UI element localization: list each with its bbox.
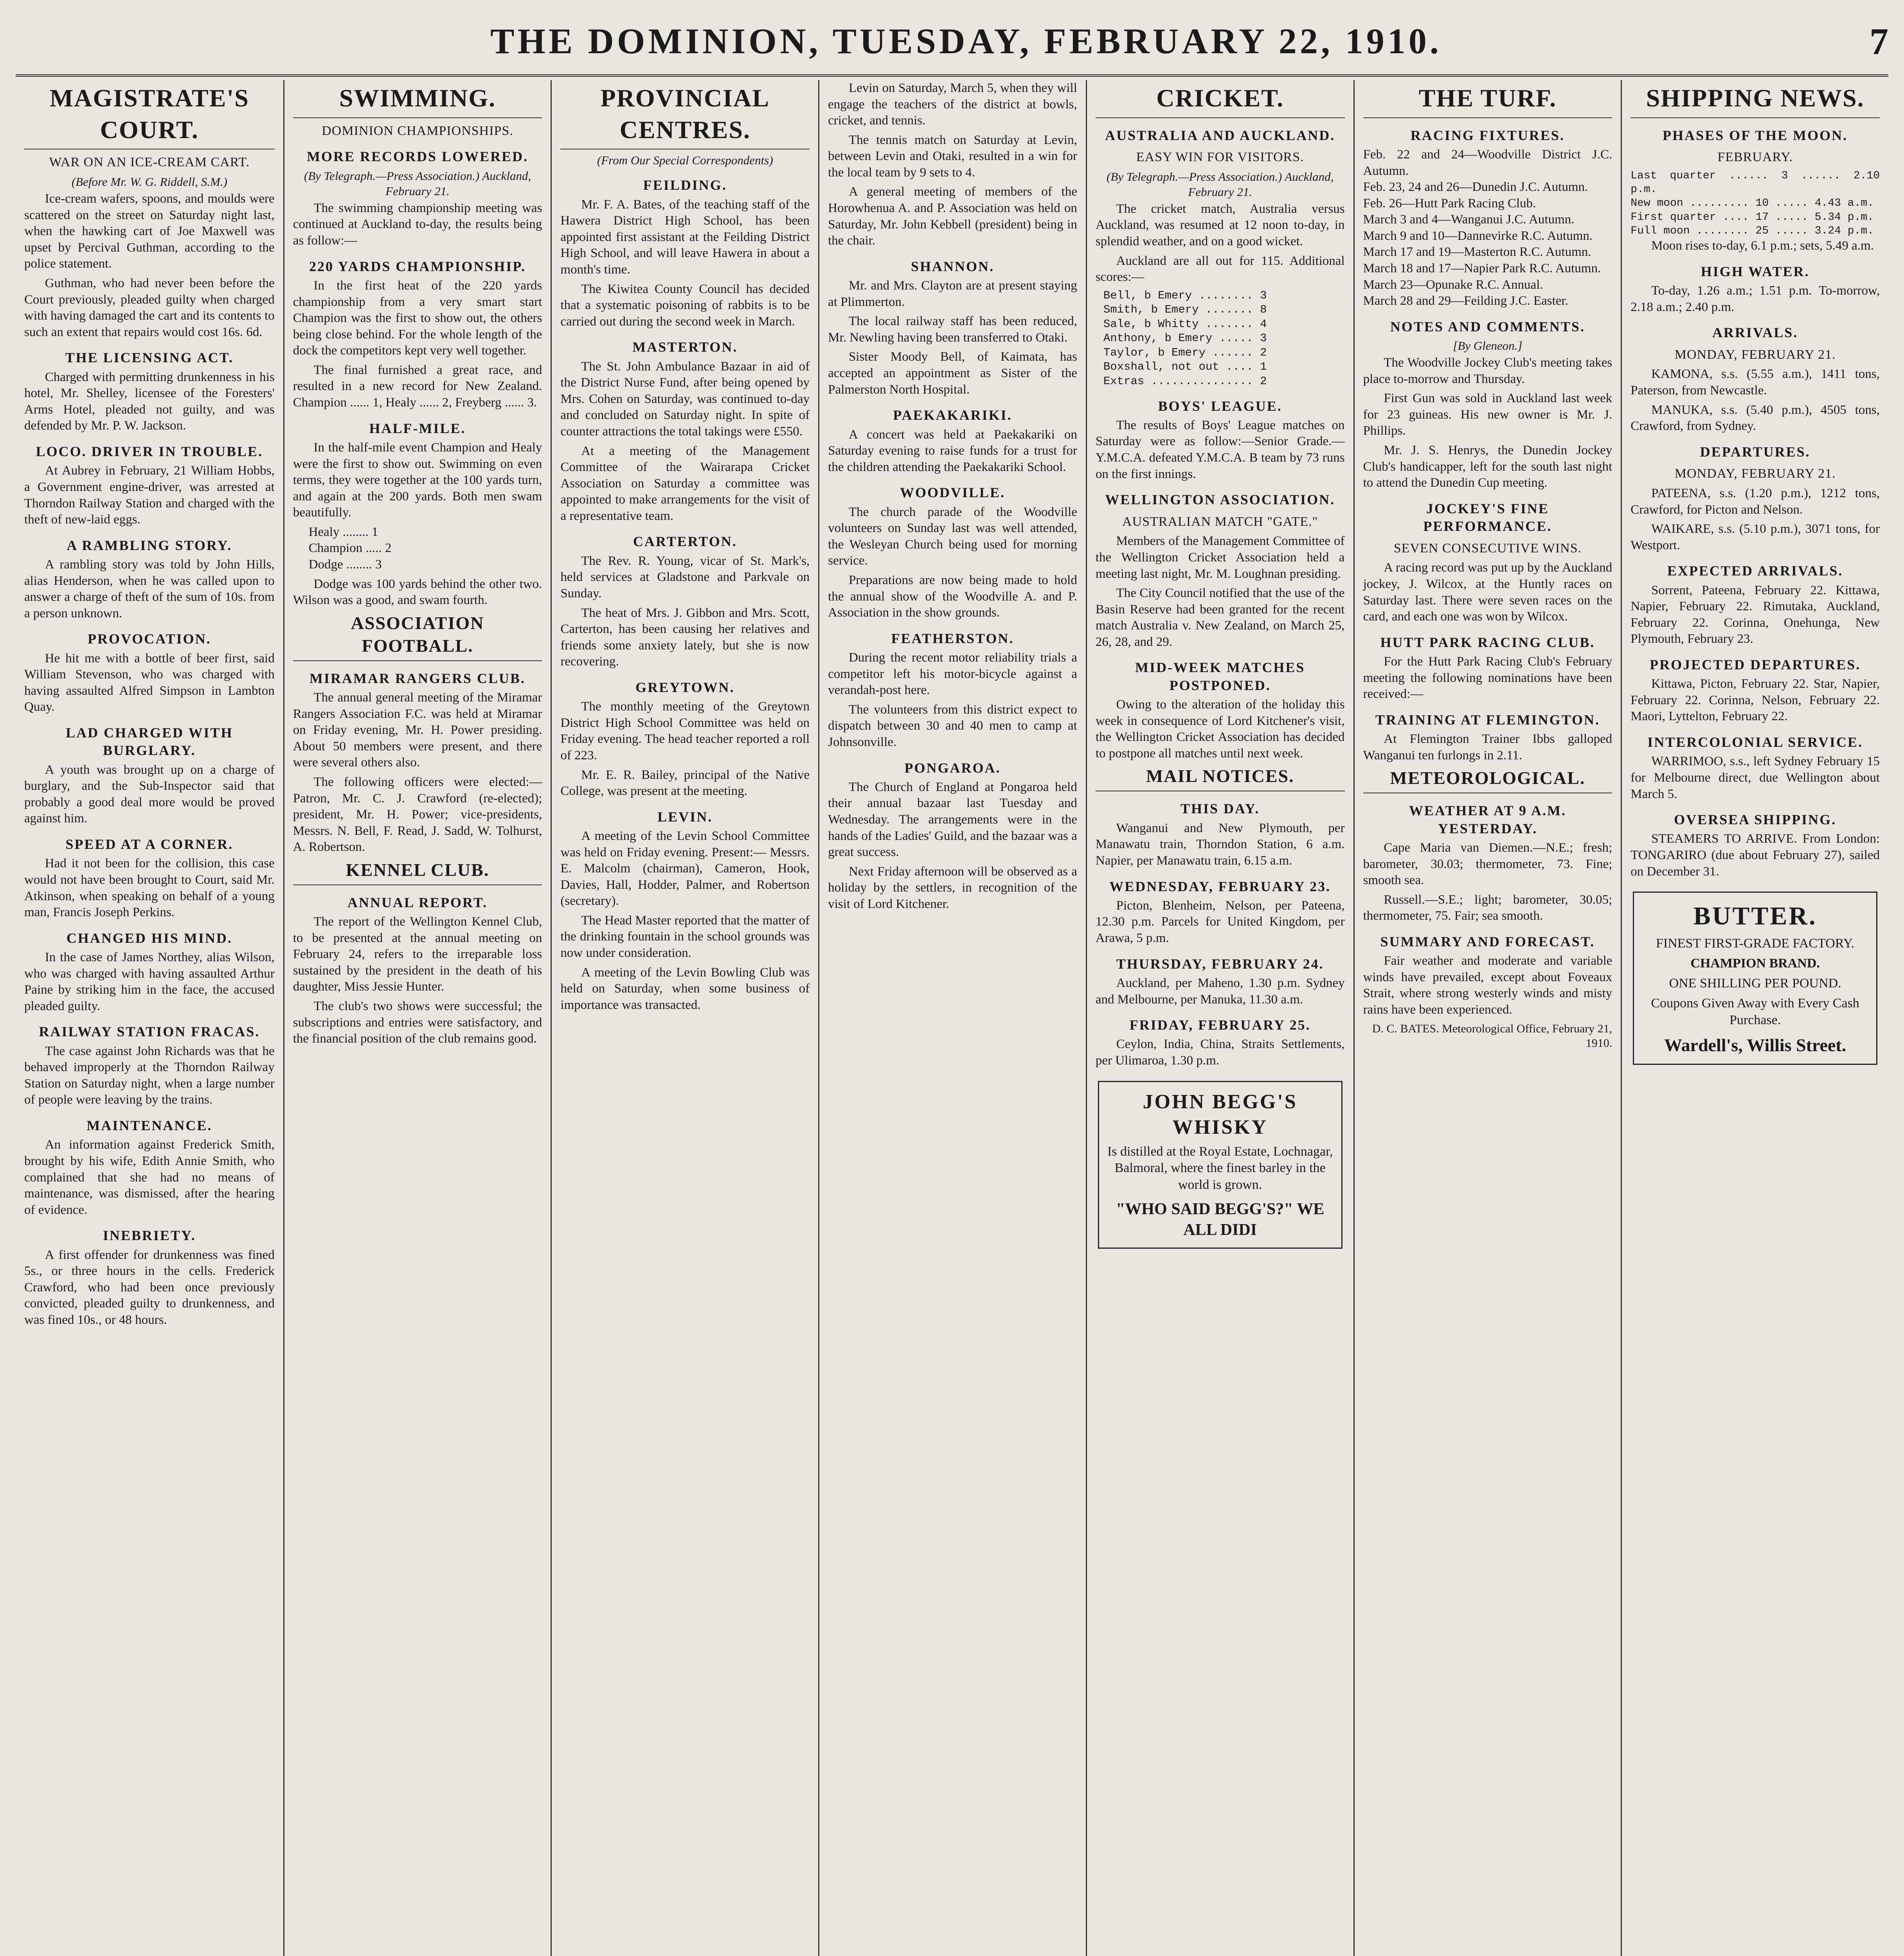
paragraph: The following officers were elected:—Patron, Mr. C. J. Crawford (re-elected); president, Mr. H. Power; vice-presidents, Messrs. N. Bell, F. Read, J. Sadd, W. Tolhurst, A. Robertson. [293,775,542,854]
article-heading: RACING FIXTURES. [1410,127,1565,143]
fixture-line: Feb. 22 and 24—Woodville District J.C. Autumn. [1363,147,1612,178]
article-heading: PHASES OF THE MOON. [1663,127,1848,143]
paragraph: Ice-cream wafers, spoons, and moulds were scattered on the street on Saturday night last, when the hawking cart of Joe Maxwell was upset by Percival Guthman, according to the police statement. [24,192,275,271]
paragraph: Kittawa, Picton, February 22. Star, Napier, February 22. Corinna, Nelson, February 22. Maori, Lyttelton, February 22. [1630,677,1880,724]
ad-logo: Wardell's, Willis Street. [1664,1035,1846,1055]
paragraph: The report of the Wellington Kennel Club, to be presented at the annual meeting on February 24, refers to the irreparable loss sustained by the president in the death of his daughter, Miss Jessie Hunter. [293,915,542,994]
paragraph: Cape Maria van Diemen.—N.E.; fresh; barometer, 30.03; thermometer, 73. Fine; smooth sea. [1363,840,1612,888]
article-heading: INEBRIETY. [103,1228,196,1244]
article-heading: HALF-MILE. [369,420,466,436]
paragraph: A meeting of the Levin Bowling Club was held on Saturday, when some business of importance was transacted. [560,965,810,1012]
result-line: Dodge ........ 3 [308,557,382,572]
section-heading: MAIL NOTICES. [1096,765,1345,791]
paragraph: PATEENA, s.s. (1.20 p.m.), 1212 tons, Crawford, for Picton and Nelson. [1630,486,1880,517]
article-heading: THURSDAY, FEBRUARY 24. [1116,956,1324,972]
paragraph: WAIKARE, s.s. (5.10 p.m.), 3071 tons, for Westport. [1630,522,1880,552]
article-heading: PROVOCATION. [88,631,211,647]
paragraph: A rambling story was told by John Hills, alias Henderson, when he was called upon to answer a charge of theft of the sum of 10s. from a person unknown. [24,557,275,620]
article-heading: NOTES AND COMMENTS. [1390,318,1585,334]
article-heading: SUMMARY AND FORECAST. [1380,933,1595,949]
section-heading: SWIMMING. [293,83,542,118]
article-heading: AUSTRALIA AND AUCKLAND. [1105,127,1335,143]
paragraph: The annual general meeting of the Miramar Rangers Association F.C. was held at Miramar on Friday evening, Mr. H. Power presiding. About 50 members were present, and there were several others also. [293,690,542,770]
section-heading: ASSOCIATION FOOTBALL. [293,612,542,661]
score-line: Anthony, b Emery ..... 3 [1103,332,1267,345]
column-magistrates-court [16,80,283,1956]
article-heading: THE LICENSING ACT. [65,350,234,366]
column-shipping [1621,80,1888,1956]
fixture-line: March 17 and 19—Masterton R.C. Autumn. [1363,245,1591,259]
fixture-line: March 18 and 17—Napier Park R.C. Autumn. [1363,261,1601,276]
result-line: Healy ........ 1 [308,525,378,539]
paragraph: The Church of England at Pongaroa held their annual bazaar last Tuesday and Wednesday. The arrangements were in the hands of the Ladies' Guild, and the bazaar was a great success. [828,780,1077,859]
article-heading: MIRAMAR RANGERS CLUB. [310,670,526,686]
paragraph: Moon rises to-day, 6.1 p.m.; sets, 5.49 a.m. [1651,239,1874,253]
paragraph: The monthly meeting of the Greytown District High School Committee was held on Friday evening. The head teacher reported a roll of 223. [560,699,810,762]
article-heading: PROJECTED DEPARTURES. [1650,656,1861,672]
moon-table [1630,169,1880,238]
article-heading: MORE RECORDS LOWERED. [307,149,529,165]
article-heading: BOYS' LEAGUE. [1158,398,1282,414]
dateline: (By Telegraph.—Press Association.) Auckland, February 21. [304,169,531,198]
paragraph: The Kiwitea County Council has decided that a systematic poisoning of rabbits is to be carried out during the second week in March. [560,282,810,329]
section-heading: SHIPPING NEWS. [1630,83,1880,118]
paragraph: Owing to the alteration of the holiday this week in consequence of Lord Kitchener's visit, the Wellington Cricket Association has decided to postpone all matches until next week. [1095,698,1345,760]
paragraph: The swimming championship meeting was continued at Auckland to-day, the results being as follow:— [293,201,542,248]
byline: [By Gleneon.] [1453,339,1522,353]
paragraph: He hit me with a bottle of beer first, said William Stevenson, who was charged with having assaulted Alfred Simpson in Lambton Quay. [24,651,275,714]
paragraph: Wanganui and New Plymouth, per Manawatu train, Thorndon Station, 6 a.m. Napier, per Manawatu train, 6.15 a.m. [1095,821,1345,868]
section-heading: THE TURF. [1363,83,1612,118]
article-heading: MASTERTON. [632,339,738,355]
score-line: Smith, b Emery ....... 8 [1103,303,1267,316]
dateline: (By Telegraph.—Press Association.) Auckland, February 21. [1107,169,1334,199]
paragraph: To-day, 1.26 a.m.; 1.51 p.m. To-morrow, 2.18 a.m.; 2.40 p.m. [1630,284,1880,314]
paragraph: For the Hutt Park Racing Club's February meeting the following nominations have been received:— [1363,654,1612,701]
paragraph: Fair weather and moderate and variable winds have prevailed, except about Foveaux Strait, where strong westerly winds and misty rains have been experienced. [1363,954,1612,1017]
paragraph: The tennis match on Saturday at Levin, between Levin and Otaki, resulted in a win for the local team by 9 sets to 4. [828,133,1077,180]
paragraph: First Gun was sold in Auckland last week for 23 guineas. His new owner is Mr. J. Phillips. [1363,391,1612,438]
subheading: WAR ON AN ICE-CREAM CART. [49,155,250,170]
article-heading: ARRIVALS. [1712,325,1798,341]
paragraph: During the recent motor reliability trials a competitor left his motor-bicycle against a verandah-post here. [828,651,1077,698]
article-heading: PONGAROA. [904,760,1001,776]
moon-row: New moon ......... 10 ..... 4.43 a.m. [1630,197,1874,210]
paragraph: Russell.—S.E.; light; barometer, 30.05; thermometer, 75. Fair; sea smooth. [1363,892,1612,923]
paragraph: At a meeting of the Management Committee of the Wairarapa Cricket Association on Saturday a committee was appointed to make arrangements for the visit of a representative team. [560,444,810,523]
article-heading: THIS DAY. [1180,801,1260,817]
article-heading: OVERSEA SHIPPING. [1674,812,1837,828]
fixture-line: Feb. 23, 24 and 26—Dunedin J.C. Autumn. [1363,180,1588,194]
article-heading: LAD CHARGED WITH BURGLARY. [66,725,233,759]
paragraph: Auckland are all out for 115. Additional scores:— [1095,253,1345,284]
scorecard [1103,289,1337,389]
article-heading: ANNUAL REPORT. [347,894,488,910]
paragraph: Ceylon, India, China, Straits Settlements, per Ulimaroa, 1.30 p.m. [1095,1037,1345,1068]
byline: (Before Mr. W. G. Riddell, S.M.) [71,175,227,189]
article-heading: DEPARTURES. [1700,444,1810,460]
score-line: Bell, b Emery ........ 3 [1103,289,1267,302]
paragraph: In the half-mile event Champion and Healy were the first to show out. Swimming on even terms, they were together at the 100 yards turn, and again at the 200 yards. Both men swam beautifully. [293,440,542,520]
paragraph: A racing record was put up by the Auckland jockey, J. Wilcox, at the Huntly races on Saturday last. There were seven races on the card, and each one was won by Wilcox. [1363,561,1612,624]
section-heading: CRICKET. [1096,83,1345,118]
paragraph: The local railway staff has been reduced, Mr. Newling having been transferred to Otaki. [828,314,1077,345]
paragraph: Levin on Saturday, March 5, when they will engage the teachers of the district at bowls, cricket, and tennis. [828,81,1077,128]
score-line: Boxshall, not out .... 1 [1103,360,1267,374]
paragraph: Dodge was 100 yards behind the other two. Wilson was a good, and swam fourth. [293,577,542,608]
section-heading: KENNEL CLUB. [293,859,542,885]
paragraph: The Rev. R. Young, vicar of St. Mark's, held services at Gladstone and Parkvale on Sunday. [560,554,810,600]
fixture-line: March 3 and 4—Wanganui J.C. Autumn. [1363,212,1575,227]
paragraph: At Flemington Trainer Ibbs galloped Wanganui ten furlongs in 2.11. [1363,732,1612,762]
subheading: MONDAY, FEBRUARY 21. [1674,466,1836,481]
butter-advertisement [1633,892,1877,1065]
ad-line: FINEST FIRST-GRADE FACTORY. [1656,936,1855,951]
score-line: Sale, b Whitty ....... 4 [1103,317,1267,331]
article-heading: SHANNON. [911,258,994,274]
paragraph: A first offender for drunkenness was fined 5s., or three hours in the cells. Frederick Crawford, who had been once previously convicted, pleaded guilty to drunkenness, and was fined 10s., or 48 hours. [24,1248,275,1327]
column-cricket [1086,80,1353,1956]
paragraph: The results of Boys' League matches on Saturday were as follow:—Senior Grade.—Y.M.C.A. defeated Y.M.C.A. B team by 73 runs on the first innings. [1095,418,1345,481]
moon-row: First quarter .... 17 ..... 5.34 p.m. [1630,211,1874,223]
article-heading: A RAMBLING STORY. [67,537,232,553]
paragraph: The heat of Mrs. J. Gibbon and Mrs. Scott, Carterton, has been causing her relatives and friends some anxiety lately, but she is now recovering. [560,606,810,669]
section-heading: PROVINCIAL CENTRES. [560,83,810,149]
ad-line: CHAMPION BRAND. [1690,956,1820,971]
paragraph: The St. John Ambulance Bazaar in aid of the District Nurse Fund, after being opened by Mrs. Cohen on Saturday, was continued to-day and concluded on Saturday night. In spite of counter attractions the total takings were £550. [560,359,810,439]
moon-row: Last quarter ...... 3 ...... 2.10 p.m. [1630,169,1880,196]
paragraph: Mr. and Mrs. Clayton are at present staying at Plimmerton. [828,279,1077,309]
fixture-line: March 23—Opunake R.C. Annual. [1363,277,1543,292]
subheading: FEBRUARY. [1717,149,1793,164]
paragraph: Had it not been for the collision, this case would not have been brought to Court, said Mr. Atkinson, when speaking on behalf of a young man, Francis Joseph Perkins. [24,856,275,920]
article-heading: FRIDAY, FEBRUARY 25. [1129,1017,1311,1033]
article-heading: EXPECTED ARRIVALS. [1667,563,1843,579]
article-heading: JOCKEY'S FINE PERFORMANCE. [1423,500,1552,534]
subheading: AUSTRALIAN MATCH "GATE." [1122,514,1318,529]
ad-text: Is distilled at the Royal Estate, Lochnagar, Balmoral, where the finest barley in the world is grown. [1107,1144,1333,1192]
article-heading: 220 YARDS CHAMPIONSHIP. [309,258,526,274]
paragraph: Next Friday afternoon will be observed as a holiday by the settlers, in recognition of the visit of Lord Kitchener. [828,864,1077,911]
article-heading: WELLINGTON ASSOCIATION. [1105,492,1335,508]
article-heading: FEILDING. [643,177,727,193]
ad-title: BUTTER. [1693,902,1817,931]
paragraph: The final furnished a great race, and resulted in a new record for New Zealand. Champion ...... 1, Healy ...... 2, Freyberg ...... 3. [293,363,542,410]
article-heading: RAILWAY STATION FRACAS. [39,1024,260,1040]
signature: D. C. BATES. Meteorological Office, February 21, 1910. [1372,1022,1612,1050]
paragraph: Preparations are now being made to hold the annual show of the Woodville A. and P. Association in the show grounds. [828,573,1077,620]
columns [16,80,1888,1956]
paragraph: A concert was held at Paekakariki on Saturday evening to raise funds for a trust for the children attending the Paekakariki School. [828,427,1077,474]
article-heading: GREYTOWN. [635,679,735,695]
masthead [16,8,1888,77]
paragraph: The City Council notified that the use of the Basin Reserve had been granted for the recent match Australia v. New Zealand, on March 25, 26, 28, and 29. [1095,586,1345,649]
paragraph: MANUKA, s.s. (5.40 p.m.), 4505 tons, Crawford, from Sydney. [1630,403,1880,433]
article-heading: PAEKAKARIKI. [893,407,1012,423]
article-heading: CHANGED HIS MIND. [66,930,232,946]
fixtures-list [1363,147,1612,309]
article-heading: MID-WEEK MATCHES POSTPONED. [1135,660,1305,693]
paragraph: Mr. E. R. Bailey, principal of the Native College, was present at the meeting. [560,768,810,798]
ad-line: ONE SHILLING PER POUND. [1669,976,1841,991]
article-heading: SPEED AT A CORNER. [65,836,234,852]
article-heading: INTERCOLONIAL SERVICE. [1647,734,1863,750]
page-number: 7 [1870,20,1888,62]
article-heading: HUTT PARK RACING CLUB. [1380,634,1595,650]
subheading: MONDAY, FEBRUARY 21. [1674,347,1836,362]
subheading: DOMINION CHAMPIONSHIPS. [322,123,513,138]
column-turf [1353,80,1621,1956]
whisky-advertisement [1098,1081,1343,1249]
article-heading: FEATHERSTON. [891,630,1014,646]
paragraph: STEAMERS TO ARRIVE. From London: TONGARIRO (due about February 27), sailed on December 31. [1630,832,1880,879]
paragraph: The church parade of the Woodville volunteers on Sunday last was well attended, the Wesleyan Church being used for morning service. [828,505,1077,568]
paragraph: Mr. J. S. Henrys, the Dunedin Jockey Club's handicapper, left for the south last night to attend the Dunedin Cup meeting. [1363,443,1612,490]
score-line: Extras ............... 2 [1103,374,1267,388]
fixture-line: March 9 and 10—Dannevirke R.C. Autumn. [1363,228,1593,243]
subheading: EASY WIN FOR VISITORS. [1136,149,1304,164]
paragraph: In the first heat of the 220 yards championship from a very smart start Champion was the first to show out, the others being close behind. For the whole length of the dock the competitors kept very well together. [293,279,542,358]
fixture-line: March 28 and 29—Feilding J.C. Easter. [1363,294,1568,308]
column-swimming [283,80,551,1956]
paragraph: A meeting of the Levin School Committee was held on Friday evening. Present:— Messrs. E. Malcolm (chairman), Cameron, Hook, Davies, Hall, Hodder, Palmer, and Robertson (secretary). [560,829,810,908]
article-heading: LEVIN. [657,809,713,825]
paragraph: Mr. F. A. Bates, of the teaching staff of the Hawera District High School, has been appointed first assistant at the Feilding District High School, and will leave Hawera in about a month's time. [560,197,810,277]
paragraph: The cricket match, Australia versus Auckland, was resumed at 12 noon to-day, in splendid weather, and on a good wicket. [1095,201,1345,249]
column-provincial-centres [551,80,818,1956]
ad-line: Coupons Given Away with Every Cash Purchase. [1651,996,1859,1027]
article-heading: CARTERTON. [633,534,737,550]
subheading: SEVEN CONSECUTIVE WINS. [1393,541,1582,556]
paragraph: At Aubrey in February, 21 William Hobbs, a Government engine-driver, was arrested at Thorndon Railway Station and charged with the theft of new-laid eggs. [24,464,275,527]
paragraph: The case against John Richards was that he behaved improperly at the Thorndon Railway Station on Saturday night, when a large number of people were leaving by the trains. [24,1044,275,1107]
paragraph: The Head Master reported that the matter of the drinking fountain in the school grounds was now under consideration. [560,913,810,960]
paragraph: Auckland, per Maheno, 1.30 p.m. Sydney and Melbourne, per Manuka, 11.30 a.m. [1095,976,1345,1007]
paragraph: Picton, Blenheim, Nelson, per Pateena, 12.30 p.m. Parcels for United Kingdom, per Arawa, 5 p.m. [1095,898,1345,946]
paragraph: In the case of James Northey, alias Wilson, who was charged with having assaulted Arthur Paine by striking him in the face, the accused pleaded guilty. [24,950,275,1013]
paragraph: The Woodville Jockey Club's meeting takes place to-morrow and Thursday. [1363,356,1612,386]
article-heading: TRAINING AT FLEMINGTON. [1375,712,1600,728]
paragraph: The club's two shows were successful; the subscriptions and entries were satisfactory, and the financial position of the club remains good. [293,999,542,1046]
masthead-title: THE DOMINION, TUESDAY, FEBRUARY 22, 1910. [490,21,1442,61]
section-heading: METEOROLOGICAL. [1363,767,1612,793]
article-heading: LOCO. DRIVER IN TROUBLE. [36,444,263,459]
article-heading: MAINTENANCE. [86,1118,212,1134]
fixture-line: Feb. 26—Hutt Park Racing Club. [1363,196,1536,210]
column-provincial-continued [818,80,1086,1956]
article-heading: HIGH WATER. [1701,263,1810,279]
ad-title: JOHN BEGG'S WHISKY [1143,1090,1298,1139]
article-heading: WOODVILLE. [900,485,1006,501]
moon-row: Full moon ........ 25 ..... 3.24 p.m. [1630,225,1874,237]
paragraph: A general meeting of members of the Horowhenua A. and P. Association was held on Saturday, Mr. John Kebbell (president) being in the chair. [828,185,1077,248]
result-line: Champion ..... 2 [308,541,392,556]
paragraph: Members of the Management Committee of the Wellington Cricket Association held a meeting last night, Mr. M. Loughnan presiding. [1095,534,1345,581]
subheading: (From Our Special Correspondents) [597,153,773,167]
article-heading: WEDNESDAY, FEBRUARY 23. [1109,878,1331,894]
section-heading: MAGISTRATE'S COURT. [24,83,275,149]
paragraph: The volunteers from this district expect to dispatch between 30 and 40 men to camp at Johnsonville. [828,702,1077,749]
ad-tagline: "WHO SAID BEGG'S?" WE ALL DIDI [1116,1200,1325,1239]
paragraph: An information against Frederick Smith, brought by his wife, Edith Annie Smith, who complained that she had no means of maintenance, was dismissed, after the hearing of evidence. [24,1138,275,1217]
results-list [309,524,527,573]
paragraph: Charged with permitting drunkenness in his hotel, Mr. Shelley, licensee of the Foresters' Arms Hotel, pleaded not guilty, and was defended by Mr. P. W. Jackson. [24,370,275,433]
paragraph: KAMONA, s.s. (5.55 a.m.), 1411 tons, Paterson, from Newcastle. [1630,367,1880,397]
article-heading: WEATHER AT 9 A.M. YESTERDAY. [1409,803,1566,836]
paragraph: WARRIMOO, s.s., left Sydney February 15 for Melbourne direct, due Wellington about March 5. [1630,754,1880,801]
paragraph: Guthman, who had never been before the Court previously, pleaded guilty when charged with having damaged the cart and its contents to such an extent that repairs would cost 16s. 6d. [24,276,275,339]
paragraph: Sorrent, Pateena, February 22. Kittawa, Napier, February 22. Rimutaka, Auckland, February 22. Corinna, Onehunga, New Plymouth, February 23. [1630,583,1880,646]
score-line: Taylor, b Emery ...... 2 [1103,346,1267,359]
paragraph: Sister Moody Bell, of Kaimata, has accepted an appointment as Sister of the Palmerston North Hospital. [828,350,1077,397]
paragraph: A youth was brought up on a charge of burglary, and the Sub-Inspector said that probably a good deal more would be proved against him. [24,762,275,826]
